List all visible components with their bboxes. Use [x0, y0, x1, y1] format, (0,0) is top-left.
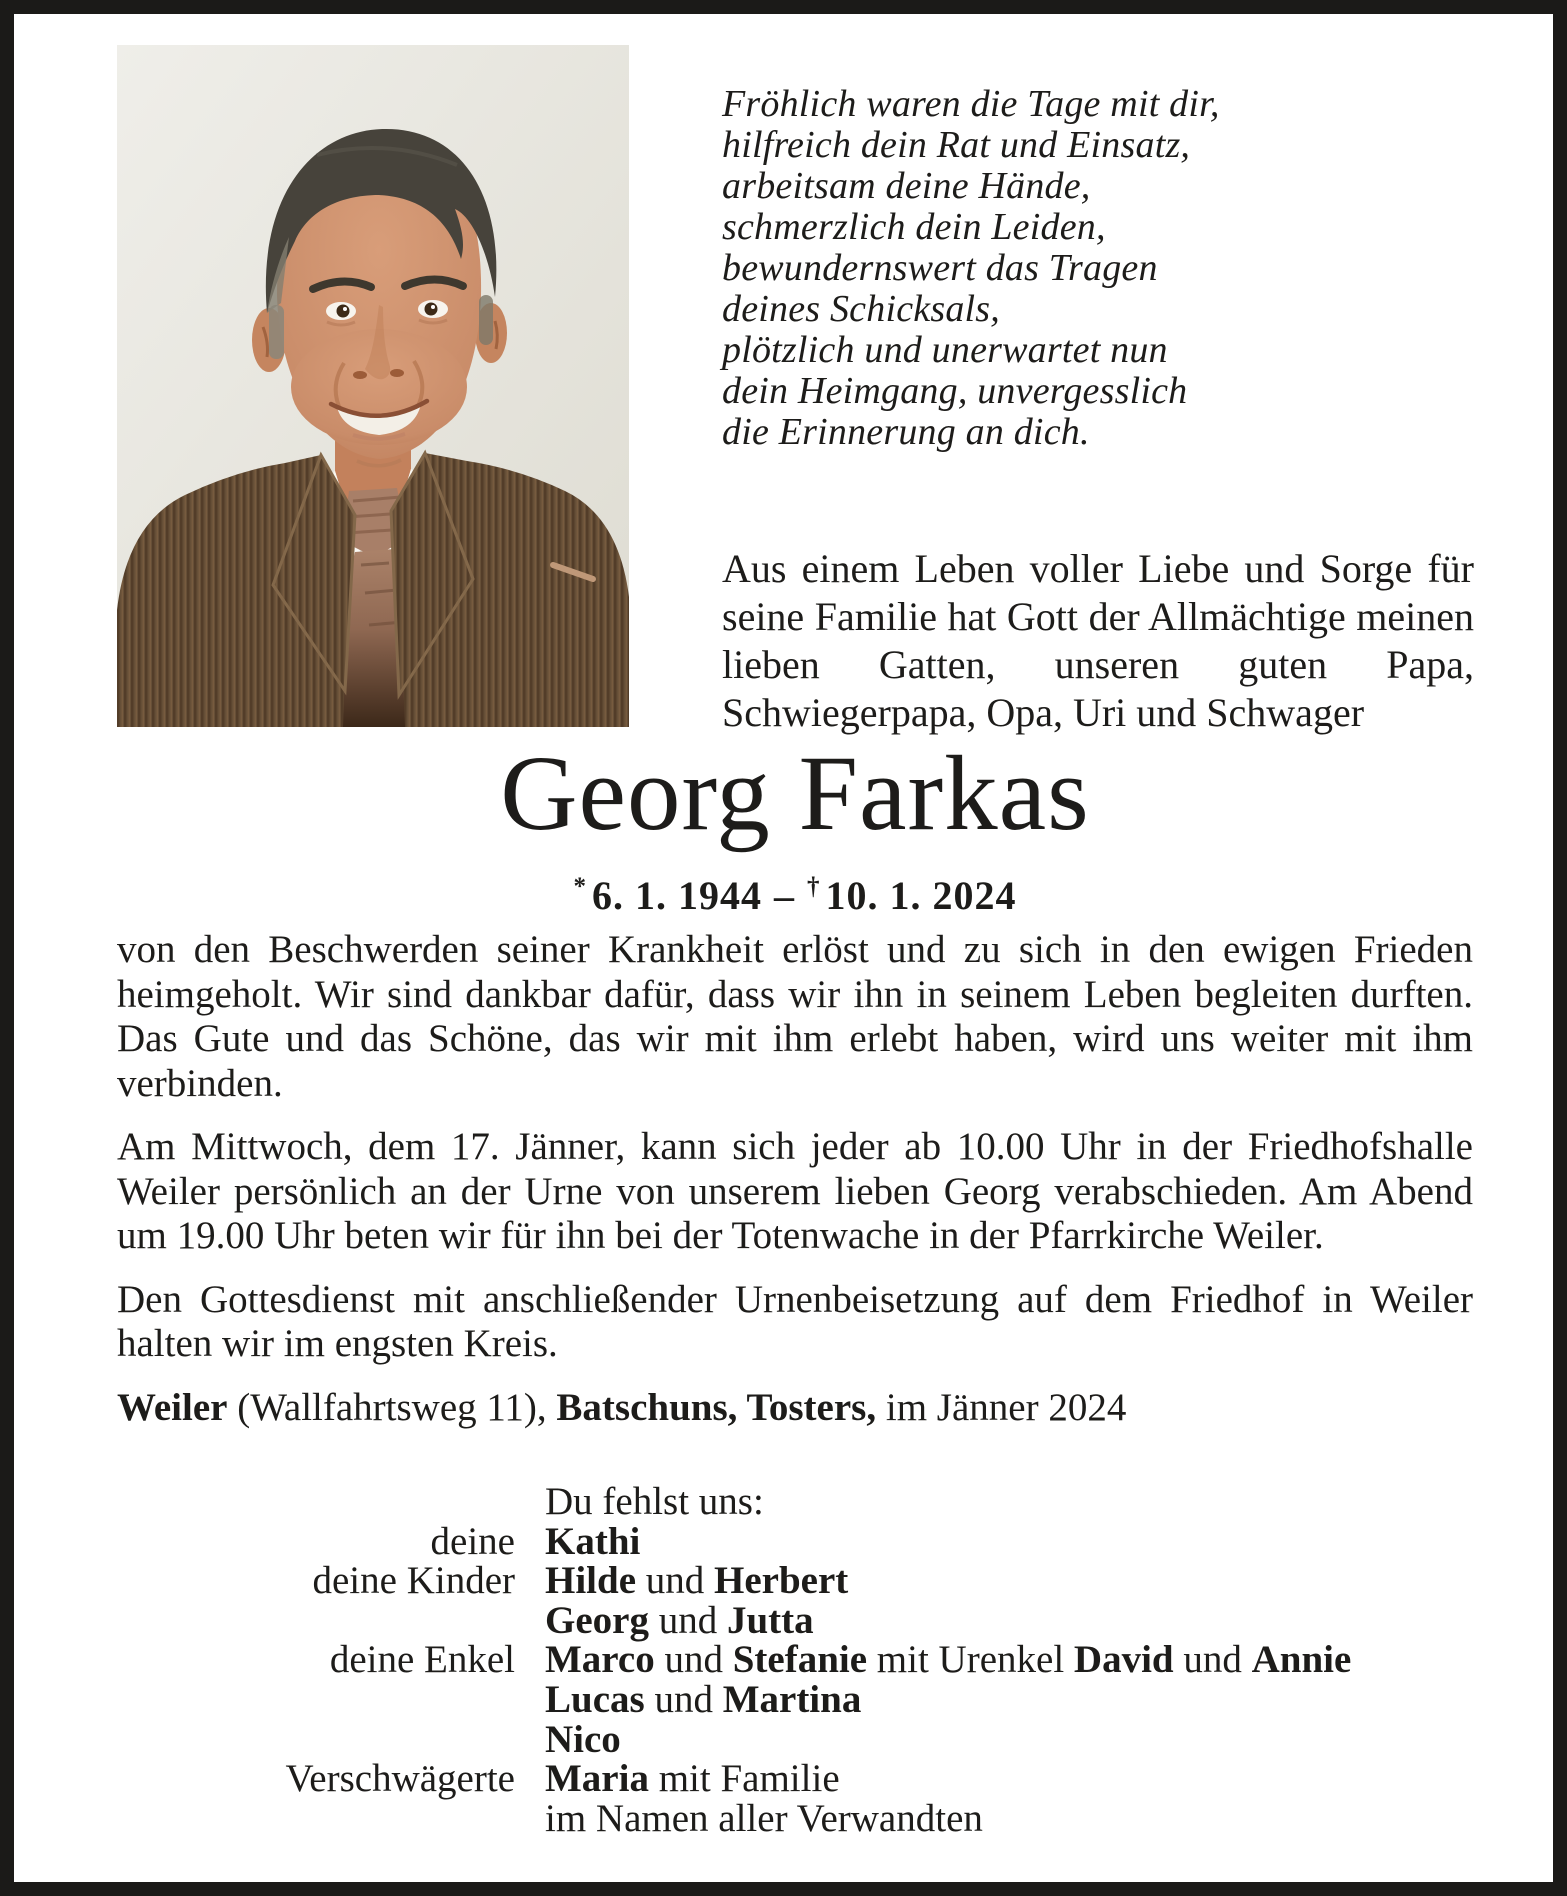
mourner-names: Lucas und Martina: [545, 1677, 862, 1721]
mourner-names: Hilde und Herbert: [545, 1559, 849, 1603]
poem-line: plötzlich und unerwartet nun: [722, 329, 1168, 371]
farewell-paragraph: Am Mittwoch, dem 17. Jänner, kann sich jeder ab 10.00 Uhr in der Friedhofshalle Weiler persönlich an der Urne von unserem lieben Georg verabschieden. Am Abend um 19.00 Uhr beten wir für ihn bei der Totenwache in der Pfarrkirche Weiler.: [117, 1125, 1473, 1257]
mourner-row: [117, 1717, 1517, 1761]
mourner-names: Nico: [545, 1717, 621, 1761]
deceased-name: Georg Farkas: [500, 735, 1090, 853]
poem-line: schmerzlich dein Leiden,: [722, 206, 1106, 248]
poem-line: arbeitsam deine Hände,: [722, 165, 1091, 207]
mourner-row: [117, 1759, 1517, 1799]
mourner-relation-label: [117, 1799, 515, 1839]
life-dates: [117, 872, 1473, 919]
mourners-list: [117, 1482, 1517, 1838]
mourner-row: [117, 1677, 1517, 1721]
places-dateline: Weiler (Wallfahrtsweg 11), Batschuns, Tosters, im Jänner 2024: [117, 1385, 1127, 1429]
mourner-names: Kathi: [545, 1519, 641, 1563]
portrait-illustration: [117, 45, 629, 727]
left-sideburn: [269, 305, 284, 359]
mourner-relation-label: deine: [430, 1519, 515, 1563]
mourner-names: Du fehlst uns:: [545, 1480, 764, 1523]
mourner-row: [117, 1519, 1517, 1563]
mourner-relation-label: [117, 1601, 515, 1641]
poem-line: hilfreich dein Rat und Einsatz,: [722, 124, 1191, 166]
service-paragraph: Den Gottesdienst mit anschließender Urnenbeisetzung auf dem Friedhof in Weiler halten wir im engsten Kreis.: [117, 1277, 1473, 1365]
mourner-names: Georg und Jutta: [545, 1598, 814, 1642]
mourner-relation-label: [117, 1680, 515, 1720]
death-date: 10. 1. 2024: [825, 873, 1017, 918]
mourner-relation-label: Verschwägerte: [285, 1757, 515, 1801]
poem-line: deines Schicksals,: [722, 288, 1000, 330]
announcement-paragraph: von den Beschwerden seiner Krankheit erlöst und zu sich in den ewigen Frieden heimgeholt. Wir sind dankbar dafür, dass wir ihn in seinem Leben begleiten durften. Das Gute und das Schöne, das wir mit ihm erlebt haben, wird uns weiter mit ihm verbinden.: [117, 928, 1473, 1105]
mourner-relation-label: deine Enkel: [329, 1638, 515, 1682]
poem-line: Fröhlich waren die Tage mit dir,: [722, 83, 1220, 125]
birth-star-symbol: *: [573, 873, 587, 900]
poem-line: die Erinnerung an dich.: [722, 411, 1090, 453]
mourner-row: [117, 1796, 1517, 1840]
mourner-row: [117, 1598, 1517, 1642]
death-cross-symbol: †: [807, 873, 821, 900]
mourner-names: im Namen aller Verwandten: [545, 1796, 983, 1840]
mourner-relation-label: deine Kinder: [312, 1559, 515, 1603]
intro-paragraph: Aus einem Leben voller Liebe und Sorge für seine Familie hat Gott der Allmächtige meinen lieben Gatten, unseren guten Papa, Schwiegerpapa, Opa, Uri und Schwager: [722, 546, 1474, 735]
mourner-row: [117, 1561, 1517, 1601]
poem-line: bewundernswert das Tragen: [722, 247, 1158, 289]
mourner-names: Marco und Stefanie mit Urenkel David und Annie: [545, 1638, 1352, 1682]
portrait-photo: [117, 45, 629, 727]
birth-date: 6. 1. 1944: [592, 873, 762, 918]
mourner-relation-label: [117, 1482, 515, 1522]
mourner-relation-label: [117, 1720, 515, 1760]
right-sideburn: [479, 295, 493, 345]
dates-separator: –: [774, 873, 795, 918]
memorial-poem: [722, 84, 1342, 453]
mourner-row: [117, 1640, 1517, 1680]
mourner-row: [117, 1482, 1517, 1522]
poem-line: dein Heimgang, unvergesslich: [722, 370, 1188, 412]
mourner-names: Maria mit Familie: [545, 1757, 840, 1801]
announcement-body: [117, 928, 1473, 1449]
